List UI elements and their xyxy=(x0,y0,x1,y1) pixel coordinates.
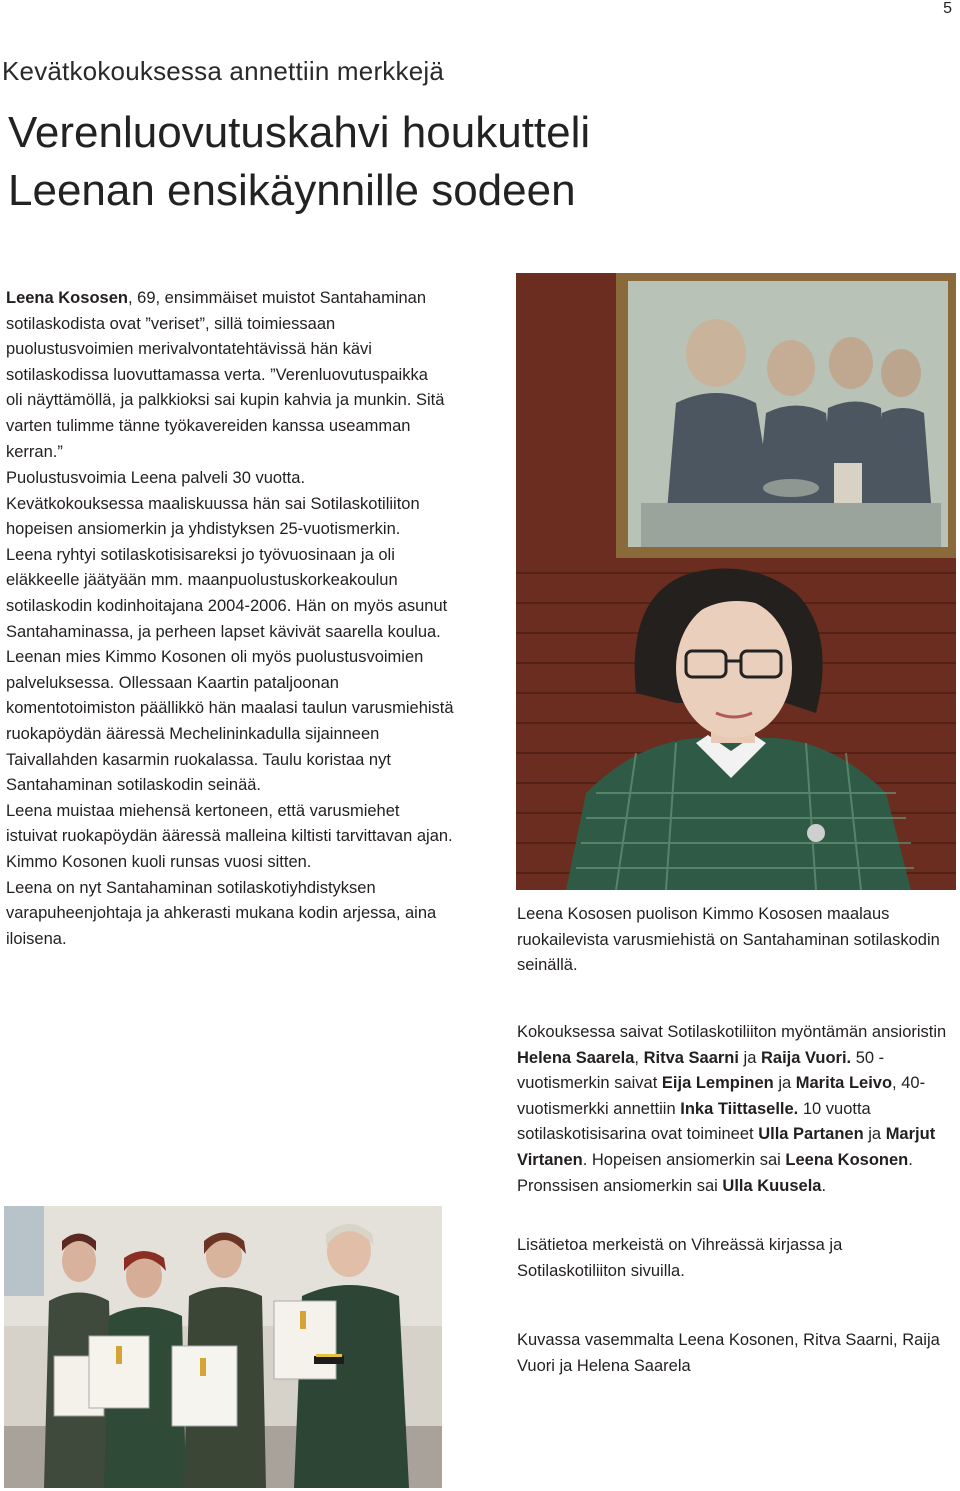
award-name: Eija Lempinen xyxy=(661,1074,774,1093)
award-name: Marita Leivo xyxy=(795,1074,893,1093)
lede-name: Leena Kososen xyxy=(6,289,128,307)
body-paragraph: Puolustusvoimia Leena palveli 30 vuotta. xyxy=(6,469,306,487)
title-line-1: Verenluovutuskahvi houkutteli xyxy=(8,108,591,157)
award-name: Marjut Virtanen xyxy=(517,1125,936,1169)
body-paragraph: Leena on nyt Santahaminan sotilaskotiyhdistyksen varapuheenjohtaja ja ahkerasti mukana kodin arjessa, aina iloisena. xyxy=(6,878,437,948)
article-title xyxy=(8,104,688,220)
body-paragraph: Leenan mies Kimmo Kosonen oli myös puolustusvoimien palveluksessa. Ollessaan Kaartin pataljoonan komentotoimiston päällikkö hän maalasi taulun varusmiehistä ruokapöydän ääressä Mechelininkadulla sijainneen Taivallahden kasarmin ruokalassa. Taulu koristaa nyt Santahaminan sotilaskodin seinää. xyxy=(6,648,454,795)
awards-text: , 40-vuotismerkki annettiin xyxy=(517,1074,926,1118)
body-paragraph: Leena ryhtyi sotilaskotisisareksi jo työvuosinaan ja oli eläkkeelle jäätyään mm. maanpuolustuskorkeakoulun sotilaskodin kodinhoitajana 2004-2006. Hän on myös asunut Santahaminassa, ja perheen lapset kävivät saarella koulua. xyxy=(6,545,448,641)
awards-text: ja xyxy=(863,1125,886,1144)
portrait-caption: Leena Kososen puolison Kimmo Kososen maalaus ruokailevista varusmiehistä on Santahaminan sotilaskodin seinällä. xyxy=(517,905,940,975)
page-number: 5 xyxy=(943,0,952,17)
award-name: Leena Kosonen xyxy=(785,1150,909,1169)
awards-text: ja xyxy=(773,1074,796,1093)
group-photo-caption: Kuvassa vasemmalta Leena Kosonen, Ritva Saarni, Raija Vuori ja Helena Saarela xyxy=(517,1331,940,1375)
awards-text: . xyxy=(821,1176,827,1195)
awards-text: ja xyxy=(738,1048,761,1067)
award-name: Ulla Partanen xyxy=(758,1125,864,1144)
awards-text: 10 vuotta sotilaskotisisarina ovat toimineet xyxy=(517,1099,871,1144)
awards-text: Kokouksessa saivat Sotilaskotiliiton myöntämän ansioristin xyxy=(517,1023,947,1041)
award-name: Ritva Saarni xyxy=(643,1048,739,1067)
award-name: Raija Vuori. xyxy=(760,1048,852,1067)
portrait-photo xyxy=(516,273,956,890)
group-photo xyxy=(4,1206,442,1488)
award-name: Inka Tiittaselle. xyxy=(680,1099,799,1118)
award-name: Helena Saarela xyxy=(517,1048,635,1067)
awards-text: 50 -vuotismerkin saivat xyxy=(517,1048,885,1093)
award-name: Ulla Kuusela xyxy=(722,1176,822,1195)
kicker-heading: Kevätkokouksessa annettiin merkkejä xyxy=(2,56,445,86)
awards-text: . Hopeisen ansiomerkin sai xyxy=(582,1150,786,1169)
title-line-2: Leenan ensikäynnille sodeen xyxy=(8,166,576,215)
article-body xyxy=(6,466,454,952)
awards-text: , xyxy=(634,1048,644,1067)
awards-paragraph xyxy=(517,1020,947,1199)
more-info-text: Lisätietoa merkeistä on Vihreässä kirjassa ja Sotilaskotiliiton sivuilla. xyxy=(517,1236,843,1280)
body-paragraph: Leena muistaa miehensä kertoneen, että varusmiehet istuivat ruokapöydän ääressä malleina kiltisti tarvittavan ajan. Kimmo Kosonen kuoli runsas vuosi sitten. xyxy=(6,801,453,871)
awards-text: . Pronssisen ansiomerkin sai xyxy=(517,1150,913,1195)
lede-text: , 69, ensimmäiset muistot Santahaminan sotilaskodista ovat ”veriset”, sillä toimiessaan puolustusvoimien merivalvontatehtävissä hän kävi sotilaskodissa luovuttamassa verta. ”Verenluovutuspaikka oli näyttämöllä, ja palkkioksi sai kupin kahvia ja munkin. Sitä varten tulimme tänne työkavereiden kanssa useamman kerran.” xyxy=(6,289,445,461)
body-paragraph: Kevätkokouksessa maaliskuussa hän sai Sotilaskotiliiton hopeisen ansiomerkin ja yhdistyksen 25-vuotismerkin. xyxy=(6,494,420,539)
lede-paragraph xyxy=(6,286,446,465)
